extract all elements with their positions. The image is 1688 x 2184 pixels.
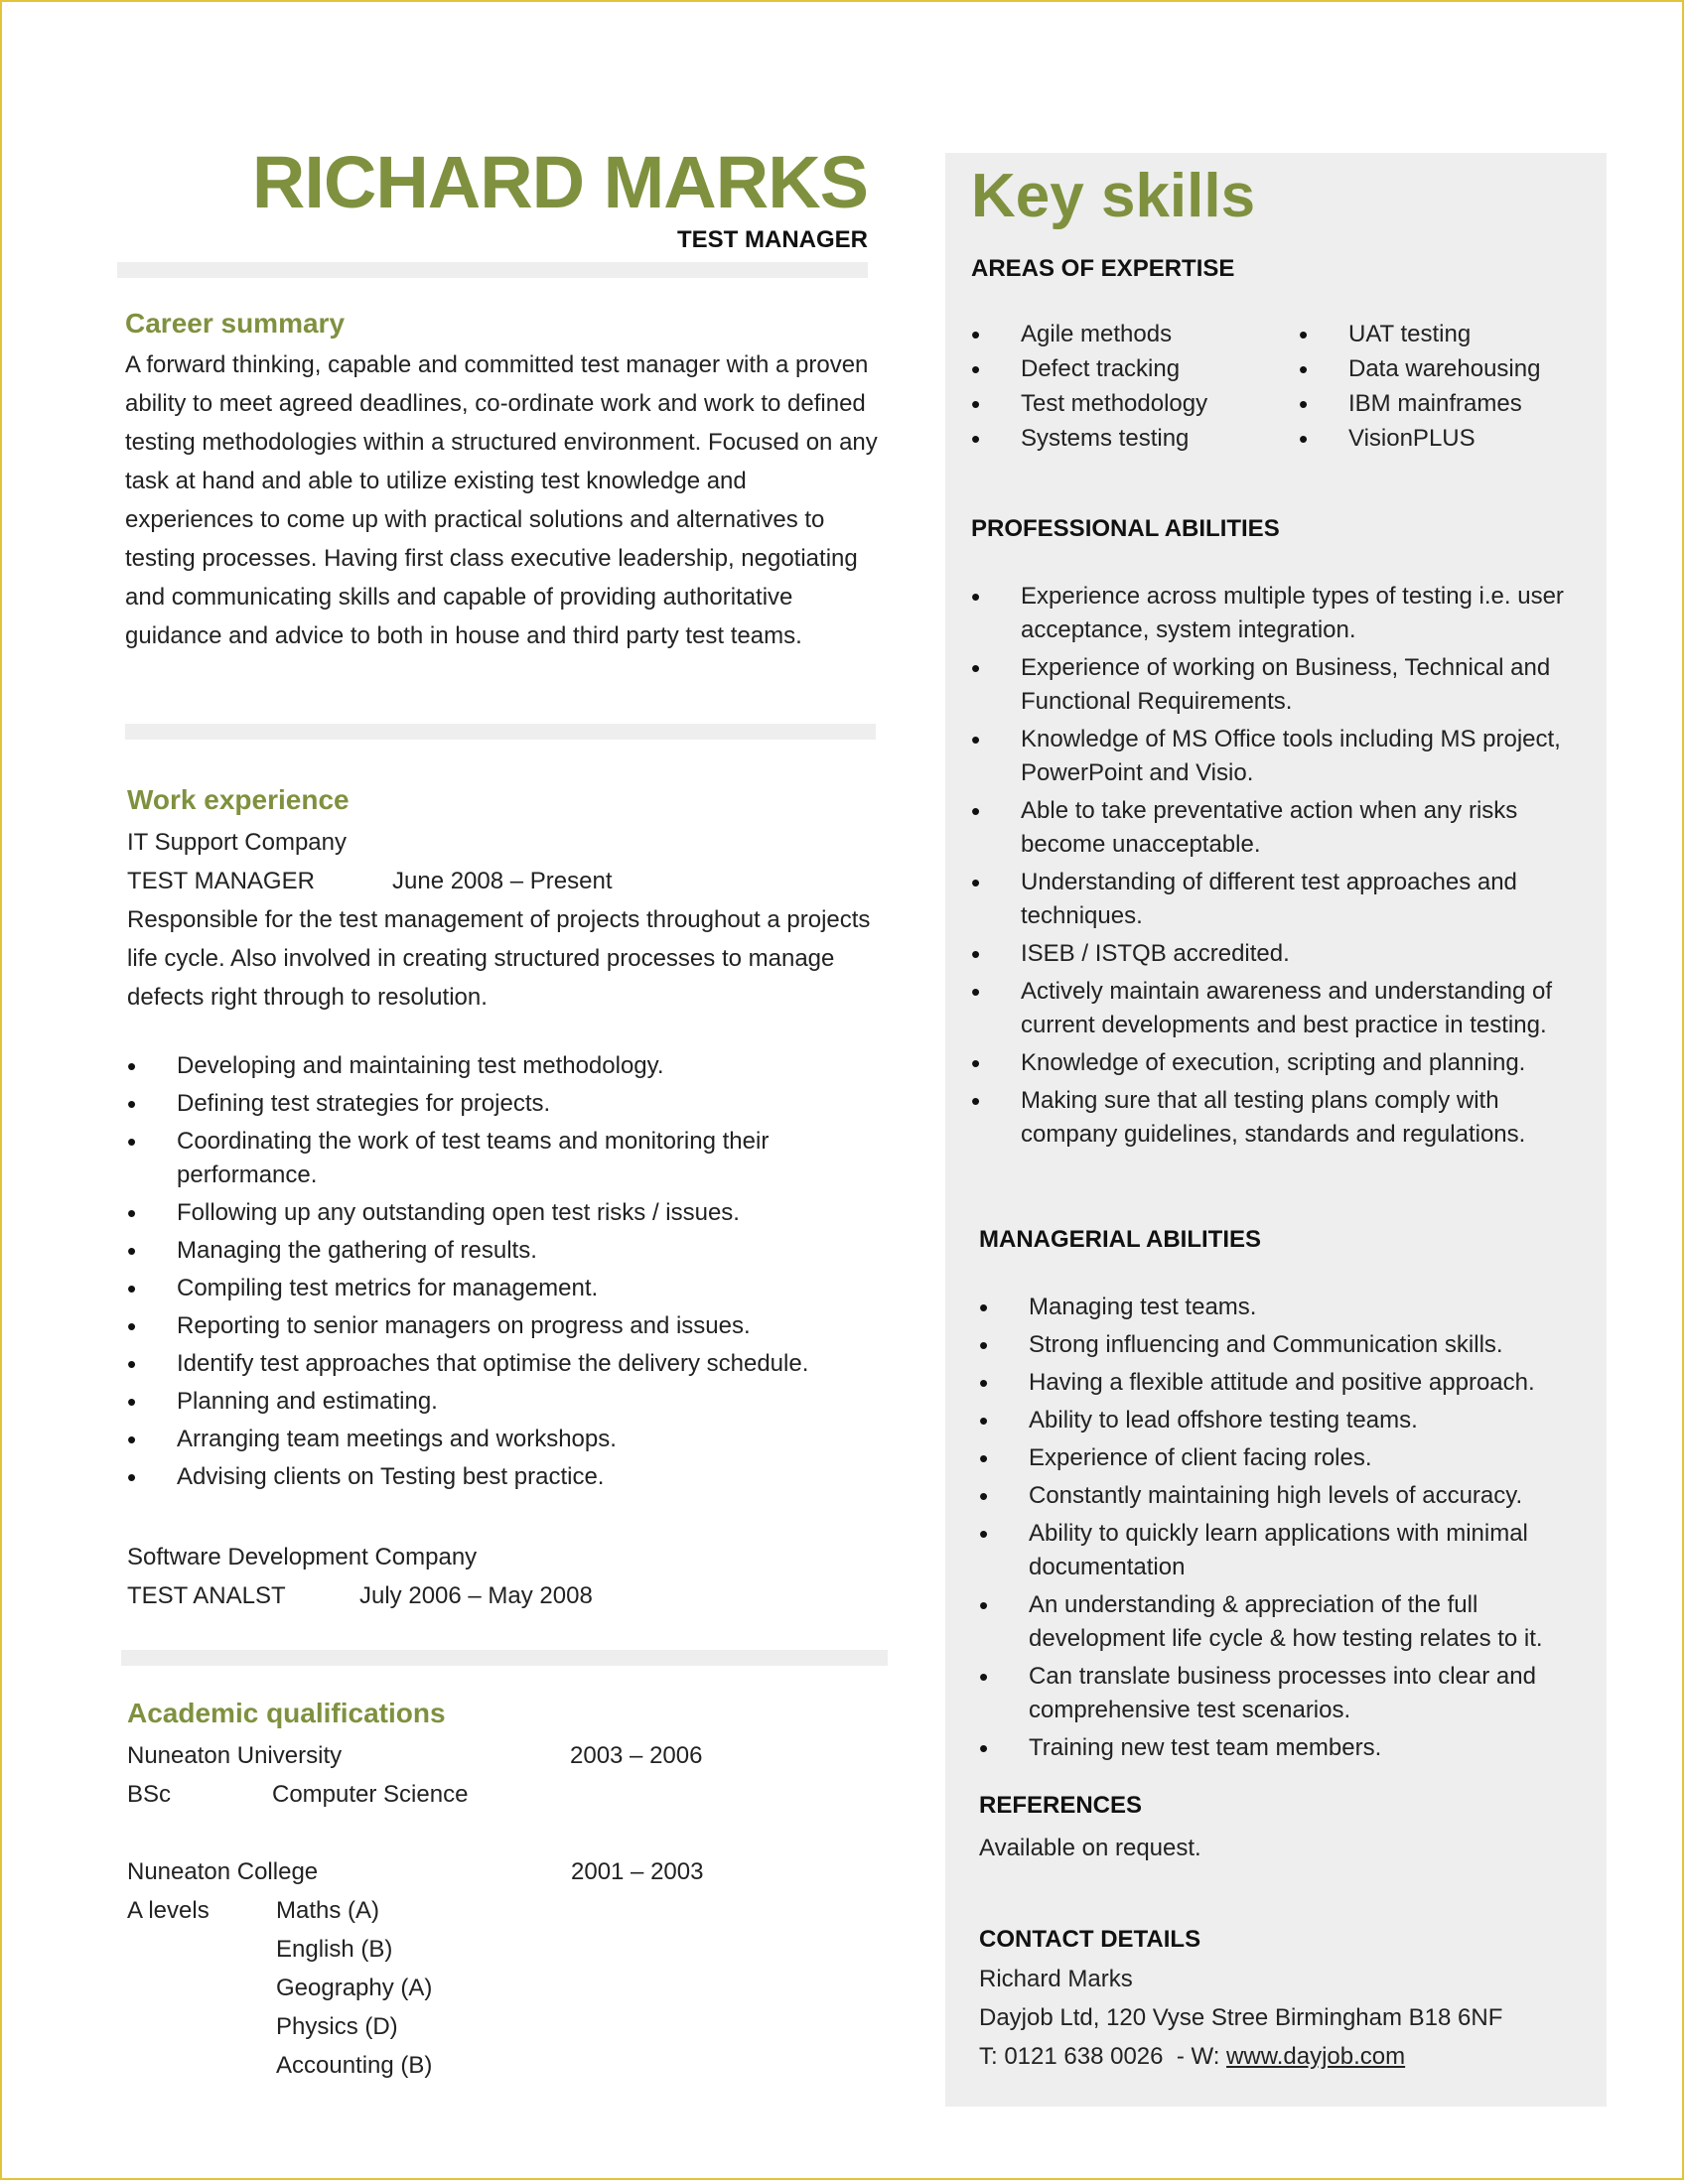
list-item: • Actively maintain awareness and understanding of current developments and best practice in testing.	[971, 975, 1587, 1042]
list-item: • Knowledge of execution, scripting and planning.	[971, 1046, 1587, 1080]
list-item: • Training new test team members.	[979, 1731, 1600, 1765]
list-item: • Ability to lead offshore testing teams.	[979, 1404, 1600, 1437]
job-company: Software Development Company	[127, 1544, 478, 1570]
list-item: • Agile methods	[971, 318, 1269, 351]
professional-list	[971, 580, 1587, 1156]
list-item: • Test methodology	[971, 387, 1269, 421]
list-item: • VisionPLUS	[1299, 422, 1597, 456]
academic-dates: 2001 – 2003	[571, 1858, 704, 1885]
key-skills-heading: Key skills	[971, 162, 1256, 230]
list-item: • Coordinating the work of test teams and monitoring their performance.	[127, 1125, 892, 1192]
list-item: • Reporting to senior managers on progress and issues.	[127, 1309, 892, 1343]
academic-dates: 2003 – 2006	[570, 1742, 703, 1769]
contact-website-link[interactable]: www.dayjob.com	[1226, 2043, 1406, 2070]
list-item: • Able to take preventative action when any risks become unacceptable.	[971, 794, 1587, 862]
list-item: • Systems testing	[971, 422, 1269, 456]
list-item: • Experience of client facing roles.	[979, 1441, 1600, 1475]
managerial-heading: MANAGERIAL ABILITIES	[979, 1226, 1262, 1253]
academic-subject: English (B)	[276, 1936, 393, 1963]
summary-divider	[125, 724, 876, 740]
list-item: • Having a flexible attitude and positive approach.	[979, 1366, 1600, 1400]
list-item: • Developing and maintaining test methodology.	[127, 1049, 892, 1083]
candidate-role: TEST MANAGER	[677, 226, 868, 253]
list-item: • Understanding of different test approaches and techniques.	[971, 866, 1587, 933]
list-item: • IBM mainframes	[1299, 387, 1597, 421]
job-dates: July 2006 – May 2008	[359, 1582, 593, 1609]
list-item: • Identify test approaches that optimise the delivery schedule.	[127, 1347, 892, 1381]
contact-address: Dayjob Ltd, 120 Vyse Stree Birmingham B18 6NF	[979, 2004, 1503, 2031]
contact-name: Richard Marks	[979, 1966, 1133, 1992]
list-item: • Planning and estimating.	[127, 1385, 892, 1419]
list-item: • Experience of working on Business, Technical and Functional Requirements.	[971, 651, 1587, 719]
academic-subject: Maths (A)	[276, 1897, 380, 1924]
job-company: IT Support Company	[127, 829, 348, 856]
job-dates: June 2008 – Present	[392, 868, 613, 894]
list-item: • Ability to quickly learn applications with minimal documentation	[979, 1517, 1600, 1584]
list-item: • Advising clients on Testing best practice.	[127, 1460, 892, 1494]
list-item: • Defining test strategies for projects.	[127, 1087, 892, 1121]
list-item: • Making sure that all testing plans comply with company guidelines, standards and regulations.	[971, 1084, 1587, 1152]
academic-subject: Geography (A)	[276, 1975, 433, 2001]
header-divider	[117, 262, 868, 278]
areas-list-right	[1299, 318, 1597, 457]
list-item: • Managing test teams.	[979, 1291, 1600, 1324]
academic-subject: Accounting (B)	[276, 2052, 433, 2079]
managerial-list	[979, 1291, 1600, 1769]
list-item: • ISEB / ISTQB accredited.	[971, 937, 1587, 971]
academic-level: A levels	[127, 1897, 210, 1924]
list-item: • UAT testing	[1299, 318, 1597, 351]
academic-heading: Academic qualifications	[127, 1698, 446, 1728]
list-item: • Managing the gathering of results.	[127, 1234, 892, 1268]
academic-institution: Nuneaton College	[127, 1858, 319, 1885]
job-title: TEST MANAGER	[127, 868, 315, 894]
job-title: TEST ANALST	[127, 1582, 286, 1609]
contact-heading: CONTACT DETAILS	[979, 1926, 1201, 1953]
career-summary-heading: Career summary	[125, 308, 346, 339]
academic-subject: Physics (D)	[276, 2013, 398, 2040]
contact-phone: T: 0121 638 0026 - W:	[979, 2043, 1227, 2070]
professional-heading: PROFESSIONAL ABILITIES	[971, 515, 1280, 542]
list-item: • Following up any outstanding open test risks / issues.	[127, 1196, 892, 1230]
references-heading: REFERENCES	[979, 1792, 1143, 1819]
list-item: • Data warehousing	[1299, 352, 1597, 386]
list-item: • An understanding & appreciation of the full development life cycle & how testing relates to it.	[979, 1588, 1600, 1656]
list-item: • Constantly maintaining high levels of accuracy.	[979, 1479, 1600, 1513]
contact-phone-line	[979, 2037, 1405, 2076]
list-item: • Can translate business processes into clear and comprehensive test scenarios.	[979, 1660, 1600, 1727]
list-item: • Strong influencing and Communication skills.	[979, 1328, 1600, 1362]
academic-subject: Computer Science	[272, 1781, 469, 1808]
experience-divider	[121, 1650, 888, 1666]
areas-heading: AREAS OF EXPERTISE	[971, 255, 1235, 282]
job-description: Responsible for the test management of projects throughout a projects life cycle. Also involved in creating structured processes to manage defects right through to resolution.	[127, 906, 871, 1011]
references-text: Available on request.	[979, 1835, 1201, 1861]
career-summary-text: A forward thinking, capable and committed test manager with a proven ability to meet agreed deadlines, co-ordinate work and work to defined testing methodologies within a structured environment. Focused on any task at hand and able to utilize existing test knowledge and experiences to come up with practical solutions and alternatives to testing processes. Having first class executive leadership, negotiating and communicating skills and capable of providing authoritative guidance and advice to both in house and third party test teams.	[125, 351, 878, 649]
list-item: • Defect tracking	[971, 352, 1269, 386]
areas-list-left	[971, 318, 1269, 457]
list-item: • Experience across multiple types of testing i.e. user acceptance, system integration.	[971, 580, 1587, 647]
academic-level: BSc	[127, 1781, 172, 1808]
academic-subjects	[276, 1891, 432, 2085]
academic-institution: Nuneaton University	[127, 1742, 343, 1769]
job-duties-list	[127, 1049, 892, 1498]
list-item: • Knowledge of MS Office tools including MS project, PowerPoint and Visio.	[971, 723, 1587, 790]
work-experience-heading: Work experience	[127, 784, 350, 815]
list-item: • Compiling test metrics for management.	[127, 1272, 892, 1305]
candidate-name: RICHARD MARKS	[251, 141, 868, 223]
list-item: • Arranging team meetings and workshops.	[127, 1423, 892, 1456]
